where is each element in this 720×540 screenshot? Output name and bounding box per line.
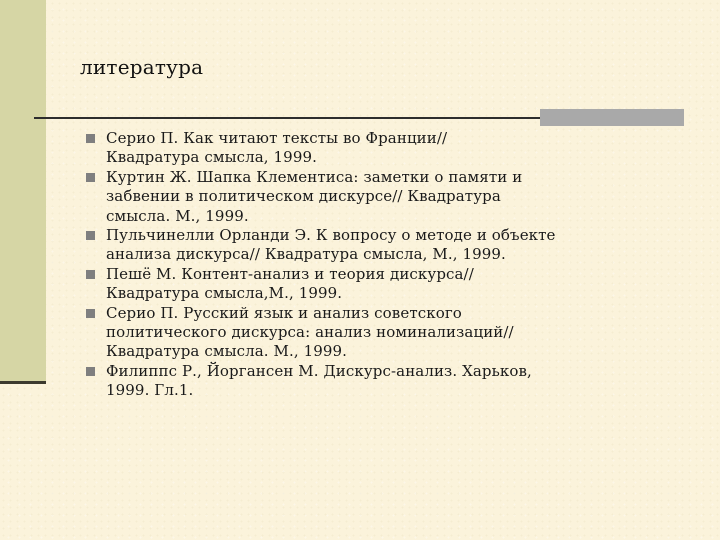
divider-accent-box	[540, 109, 684, 126]
square-bullet-icon	[86, 231, 95, 240]
reference-item	[86, 226, 646, 265]
left-accent-band	[0, 0, 46, 383]
reference-line: Филиппс Р., Йоргансен М. Дискурс-анализ. Харьков,	[106, 361, 532, 380]
slide-title: литература	[80, 55, 204, 79]
reference-line: Куртин Ж. Шапка Клементиса: заметки о памяти и	[106, 167, 523, 186]
reference-item	[86, 304, 646, 362]
reference-line: Серио П. Как читают тексты во Франции//	[106, 129, 448, 147]
reference-line: Серио П. Русский язык и анализ советского	[106, 303, 462, 322]
reference-line: политического дискурса: анализ номинализаций//	[106, 323, 514, 342]
reference-line: Пешё М. Контент-анализ и теория дискурса//	[106, 264, 474, 283]
reference-list	[86, 129, 646, 401]
square-bullet-icon	[86, 270, 95, 279]
reference-item	[86, 265, 646, 304]
reference-line: Квадратура смысла. М., 1999.	[106, 342, 348, 361]
reference-line: Квадратура смысла,М., 1999.	[106, 284, 343, 303]
square-bullet-icon	[86, 309, 95, 318]
reference-line: 1999. Гл.1.	[106, 381, 194, 400]
reference-line: Квадратура смысла, 1999.	[106, 148, 317, 167]
square-bullet-icon	[86, 367, 95, 376]
reference-line: забвении в политическом дискурсе// Квадратура	[106, 187, 501, 206]
reference-line: Пульчинелли Орланди Э. К вопросу о методе и объекте	[106, 226, 556, 245]
left-band-divider	[0, 381, 46, 384]
reference-line: анализа дискурса// Квадратура смысла, М., 1999.	[106, 245, 506, 264]
reference-line: смысла. М., 1999.	[106, 206, 249, 225]
reference-item	[86, 129, 646, 168]
reference-item	[86, 168, 646, 226]
square-bullet-icon	[86, 134, 95, 143]
reference-item	[86, 362, 646, 401]
square-bullet-icon	[86, 173, 95, 182]
